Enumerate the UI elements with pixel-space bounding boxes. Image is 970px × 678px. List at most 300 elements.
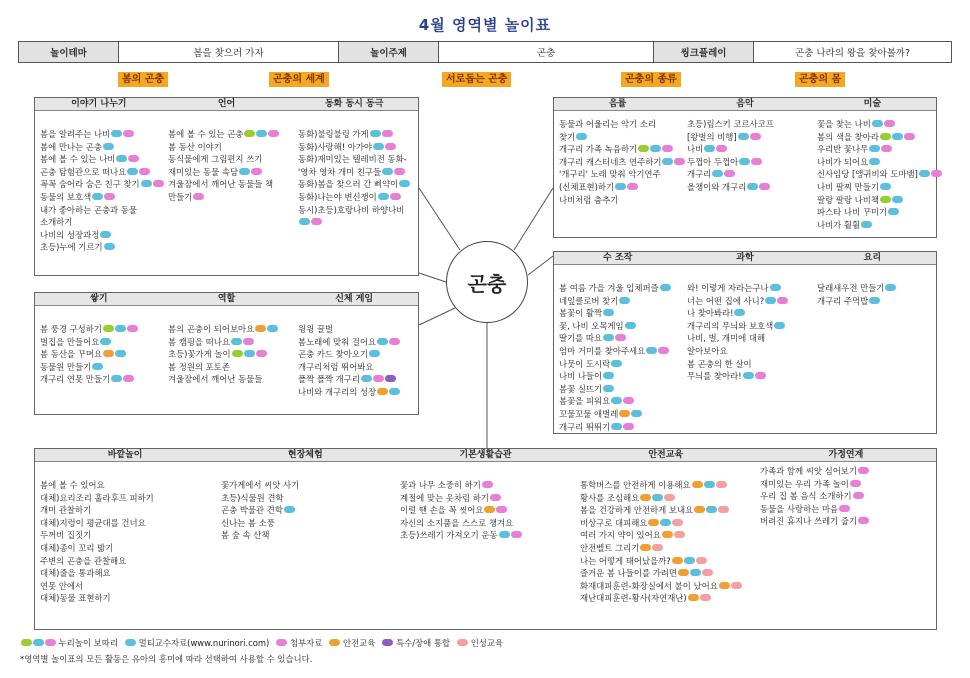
list-item [40, 216, 164, 229]
item-label: 봄에 볼 수 있어요 [40, 480, 105, 490]
tag-b-icon [660, 519, 671, 526]
col-outdoor [40, 479, 154, 605]
list-item [817, 181, 942, 194]
item-label: 초등)쓰레기 가져오기 운동 [400, 530, 498, 541]
item-label: 동식물에게 그림편지 쓰기 [168, 154, 263, 165]
item-label: 동물원 만들기 [40, 361, 92, 372]
tag-p-icon [256, 350, 267, 357]
tag-b-icon [704, 481, 715, 488]
footnote: *영역별 놀이표의 모든 활동은 유아의 흥미에 따라 선택하여 사용할 수 있습니다. [20, 654, 313, 664]
tag-b-icon [603, 309, 614, 316]
col-safety [580, 479, 742, 605]
tag-p-icon [658, 347, 669, 354]
tag-g-icon [103, 325, 114, 332]
item-label: 동물의 보호색 [40, 191, 92, 202]
item-label: 대체)요리조리 훌라후프 피하기 [40, 492, 154, 503]
list-item [687, 332, 788, 345]
tag-s-icon [702, 569, 713, 576]
head-rhythm: 음률 [608, 99, 627, 109]
item-label: 개구리 캐스터네츠 연주하기 [559, 156, 662, 167]
tag-p-icon [276, 639, 287, 646]
item-label: 재미있는 우리 가족 놀이 [760, 478, 849, 489]
tag-p-icon [511, 531, 522, 538]
list-item [298, 336, 400, 349]
play-label: 씽크플레이 [654, 42, 754, 62]
item-label: 윙윙 꿀벌 [298, 324, 334, 334]
list-item [817, 143, 942, 156]
tag-s-icon [664, 494, 675, 501]
list-item [298, 348, 400, 361]
list-item [559, 282, 671, 295]
tag-p-icon [482, 481, 493, 488]
item-label: 봄 숲 속 산책 [221, 530, 270, 541]
item-label: 개미 관찰하기 [40, 505, 92, 516]
tag-p-icon [759, 183, 770, 190]
list-item [298, 178, 410, 191]
list-item [40, 191, 164, 204]
head-science: 과학 [736, 253, 754, 263]
list-item [580, 555, 742, 568]
tag-o-icon [640, 494, 651, 501]
col-language [168, 128, 279, 204]
tag-b-icon [267, 325, 278, 332]
tag-p-icon [777, 297, 788, 304]
tag-b-icon [382, 168, 393, 175]
list-item [40, 529, 154, 542]
tag-b-icon [127, 168, 138, 175]
item-label: 달래새우전 만들기 [817, 283, 885, 293]
tag-b-icon [299, 218, 310, 225]
tag-b-icon [880, 183, 891, 190]
tag-b-icon [603, 385, 614, 392]
panel-math-head [554, 252, 936, 265]
tag-p-icon [127, 325, 138, 332]
list-item [580, 517, 742, 530]
topic-label: 놀이주제 [339, 42, 439, 62]
tag-p-icon [884, 120, 895, 127]
list-item [687, 295, 788, 308]
tag-o-icon [619, 410, 630, 417]
tag-p-icon [496, 506, 507, 513]
item-label: 팔랑 팔랑 나비책 [817, 194, 879, 205]
tag-s-icon [672, 519, 683, 526]
tag-o-icon [719, 582, 730, 589]
item-label: 곤충 탐험관으로 떠나요 [40, 166, 127, 177]
tag-o-icon [692, 481, 703, 488]
legend-label: 누리놀이 보따리 [56, 638, 118, 648]
list-item [400, 529, 522, 542]
tag-s-icon [716, 481, 727, 488]
tag-p-icon [243, 338, 254, 345]
list-item [400, 517, 522, 530]
col-story [40, 128, 164, 254]
item-label: 동화)사랑해! 아가야 [298, 141, 373, 152]
list-item [298, 361, 400, 374]
list-item [760, 503, 869, 516]
head-outdoor: 바깥놀이 [107, 450, 143, 460]
tag-p-icon [390, 193, 401, 200]
tag-b-icon [389, 388, 400, 395]
item-label: 여러 가지 약이 있어요 [580, 530, 661, 541]
item-label: 봄의 곤충이 되어보아요 [168, 324, 255, 334]
head-art: 미술 [863, 99, 882, 109]
tag-v-icon [382, 639, 393, 646]
list-item [40, 141, 164, 154]
center-topic: 곤충 [446, 241, 528, 323]
tag-s-icon [457, 639, 468, 646]
tag-b-icon [704, 145, 715, 152]
panel-music-head [554, 98, 936, 111]
item-label: 재난대피훈련-황사(자연재난) [580, 593, 687, 604]
item-label: 봄의 색을 찾아라 [817, 131, 879, 142]
tag-b-icon [111, 130, 122, 137]
panel-life [34, 448, 937, 630]
item-label: 벌집을 만들어요 [40, 336, 100, 347]
head-home: 가정연계 [828, 450, 864, 460]
list-item [221, 492, 299, 505]
item-label: 개구리 주먹밥 [817, 295, 869, 306]
tag-p-icon [251, 168, 262, 175]
head-field: 현장체험 [287, 450, 323, 460]
tag-b-icon [576, 133, 587, 140]
tag-b-icon [377, 338, 388, 345]
strand-4: 곤충의 종류 [621, 72, 681, 87]
tag-o-icon [662, 531, 673, 538]
legend [20, 637, 509, 649]
item-label: 나비 팔찌 만들기 [817, 181, 879, 192]
item-label: 봄꽃이 활짝 [559, 308, 603, 319]
list-item [40, 229, 164, 242]
item-label: 신사임당 [앵귀비와 도마뱀] [817, 169, 918, 180]
list-item [298, 386, 400, 399]
strand-5: 곤충의 몸 [795, 72, 845, 87]
item-label: 너는 어떤 집에 사니? [687, 295, 765, 306]
item-label: 대체)지렁이 평균대를 건너요 [40, 517, 146, 528]
item-label: 봄에 볼 수 있는 나비 [40, 154, 116, 165]
item-label: 봄꽃 실뜨기 [559, 383, 603, 394]
item-label: 찾기 [559, 131, 576, 142]
list-item [559, 118, 685, 131]
list-item [559, 383, 671, 396]
legend-item [456, 638, 503, 648]
item-label: 나비 [687, 144, 704, 155]
head-numbers: 수 조작 [603, 253, 633, 263]
item-label: 봄 여름 가을 겨울 입체퍼즐 [559, 283, 659, 293]
list-item [40, 592, 154, 605]
tag-b-icon [611, 397, 622, 404]
head-blocks: 쌓기 [90, 294, 108, 304]
col-role [168, 323, 278, 386]
tag-b-icon [378, 193, 389, 200]
item-label: 통학버스를 안전하게 이용해요 [580, 480, 691, 490]
item-label: 재미있는 동물 속담 [168, 166, 239, 177]
head-language: 언어 [217, 99, 236, 109]
list-item [687, 168, 774, 181]
tag-b-icon [892, 196, 903, 203]
item-label: 소개하기 [40, 217, 73, 228]
item-label: 초등)누에 기르기 [40, 242, 103, 253]
list-item [580, 567, 742, 580]
item-label: 두꺼비 집짓기 [40, 530, 92, 541]
tag-b-icon [662, 158, 673, 165]
tag-b-icon [370, 130, 381, 137]
tag-b-icon [625, 322, 636, 329]
item-label: '영차 영차 개미 친구들 [298, 166, 382, 177]
list-item [40, 479, 154, 492]
list-item [559, 421, 671, 434]
tag-s-icon [674, 531, 685, 538]
tag-b-icon [256, 130, 267, 137]
list-item [40, 204, 164, 217]
item-label: 대체)동물 표현하기 [40, 593, 111, 604]
tag-p-icon [850, 480, 861, 487]
head-habits: 기본생활습관 [459, 450, 512, 460]
tag-b-icon [499, 531, 510, 538]
tag-b-icon [631, 410, 642, 417]
item-label: 봄에 만나는 곤충 [40, 141, 102, 152]
list-item [580, 529, 742, 542]
item-label: 꽃가게에서 씨앗 사기 [221, 480, 300, 490]
tag-p-icon [193, 193, 204, 200]
list-item [40, 504, 154, 517]
tag-b-icon [765, 297, 776, 304]
list-item [559, 194, 685, 207]
item-label: 주변의 곤충을 관찰해요 [40, 555, 127, 566]
head-music: 음악 [736, 99, 754, 109]
tag-p-icon [853, 492, 864, 499]
legend-label: 첨부자료 [287, 638, 323, 648]
tag-g-icon [21, 639, 32, 646]
tag-b-icon [869, 297, 880, 304]
item-label: 봄 정원의 포토존 [168, 361, 230, 372]
item-label: 동화)나는야 변신쟁이 [298, 191, 377, 202]
legend-label: 멀티교수자료(www.nurinori.com) [135, 638, 270, 648]
list-item [40, 348, 138, 361]
item-label: 봄을 알려주는 나비 [40, 129, 111, 139]
list-item [687, 118, 774, 131]
list-item [221, 479, 299, 492]
tag-b-icon [399, 180, 410, 187]
tag-p-icon [268, 130, 279, 137]
tag-b-icon [615, 183, 626, 190]
list-item [40, 241, 164, 254]
item-label: 신나는 봄 소풍 [221, 517, 275, 528]
tag-p-icon [904, 133, 915, 140]
list-item [580, 542, 742, 555]
tag-b-icon [603, 334, 614, 341]
list-item [168, 153, 279, 166]
list-item [817, 206, 942, 219]
tag-b-icon [690, 569, 701, 576]
legend-label: 안전교육 [340, 638, 376, 648]
item-label: 봄을 건강하게 안전하게 보내요 [580, 505, 694, 516]
col-science [687, 282, 788, 383]
item-label: 동화)재미있는 텔레비전 동화- [298, 154, 407, 165]
item-label: 봄에 볼 수 있는 곤충 [168, 129, 244, 139]
head-safety: 안전교육 [648, 450, 684, 460]
tag-p-icon [674, 158, 685, 165]
tag-p-icon [623, 397, 634, 404]
item-label: [왕벌의 비행] [687, 131, 737, 142]
item-label: 겨울잠에서 깨어난 동물들 책 [168, 179, 274, 190]
list-item [580, 492, 742, 505]
col-music [687, 118, 774, 194]
item-label: 봄 캠핑을 떠나요 [168, 336, 230, 347]
list-item [40, 361, 138, 374]
list-item [298, 191, 410, 204]
item-label: 즐거운 봄 나들이를 가려면 [580, 568, 677, 579]
list-item [559, 168, 685, 181]
item-label: 꽃과 나무 소중히 하기 [400, 480, 481, 490]
tag-p-icon [373, 375, 384, 382]
tag-b-icon [115, 350, 126, 357]
list-item [559, 131, 685, 144]
list-item [40, 323, 138, 336]
tag-g-icon [232, 350, 243, 357]
legend-label: 특수/장애 통합 [393, 638, 451, 648]
item-label: 나비의 성장과정 [40, 229, 100, 240]
col-blocks [40, 323, 138, 386]
tag-b-icon [369, 350, 380, 357]
item-label: 화재대피훈련-화장실에서 불이 났어요 [580, 580, 718, 591]
tag-o-icon [484, 506, 495, 513]
item-label: 초등)꽃가게 놀이 [168, 349, 231, 360]
tag-b-icon [244, 350, 255, 357]
item-label: 초등)림스키 코르사코프 [687, 119, 774, 129]
list-item [687, 143, 774, 156]
item-label: 올챙이와 개구리 [687, 181, 747, 192]
list-item [559, 370, 671, 383]
head-fairytale: 동화 동시 동극 [324, 99, 384, 109]
tag-p-icon [881, 145, 892, 152]
list-item [298, 141, 410, 154]
panel-build [34, 292, 419, 415]
tag-b-icon [111, 375, 122, 382]
list-item [687, 345, 788, 358]
tag-b-icon [603, 372, 614, 379]
item-label: 우리반 꽃나무 [817, 144, 869, 155]
legend-item [328, 638, 375, 648]
item-label: 자신의 소지품을 스스로 챙겨요 [400, 517, 514, 528]
item-label: 나비가 되어요 [817, 156, 869, 167]
list-item [168, 373, 278, 386]
item-label: 황사를 조심해요 [580, 492, 640, 503]
list-item [559, 345, 671, 358]
tag-b-icon [103, 143, 114, 150]
legend-item [20, 638, 118, 648]
legend-item [275, 638, 322, 648]
list-item [559, 307, 671, 320]
list-item [580, 479, 742, 492]
list-item [40, 555, 154, 568]
list-item [298, 204, 410, 217]
item-label: 와! 이렇게 자라는구나 [687, 283, 769, 293]
list-item [40, 580, 154, 593]
tag-b-icon [619, 297, 630, 304]
item-label: 개구리 연못 만들기 [40, 374, 111, 385]
item-label: 나뭇이 도시락 [559, 358, 611, 369]
head-story: 이야기 나누기 [71, 99, 127, 109]
list-item [298, 323, 400, 336]
tag-b-icon [646, 347, 657, 354]
list-item [687, 307, 788, 320]
item-label: 봄 동산 이야기 [168, 141, 222, 152]
page-title: 4월 영역별 놀이표 [418, 16, 552, 34]
tag-b-icon [872, 120, 883, 127]
item-label: 초등)식물원 견학 [221, 492, 284, 503]
tag-p-icon [311, 218, 322, 225]
tag-b-icon [885, 284, 896, 291]
tag-b-icon [734, 309, 745, 316]
list-item [559, 408, 671, 421]
item-label: 봄꽃을 피워요 [559, 396, 611, 407]
tag-o-icon [688, 594, 699, 601]
col-numbers [559, 282, 671, 433]
item-label: 대체)줄을 통과해요 [40, 568, 111, 579]
list-item [40, 373, 138, 386]
list-item [168, 361, 278, 374]
legend-item [124, 638, 269, 648]
head-cooking: 요리 [863, 253, 882, 263]
list-item [298, 373, 400, 386]
list-item [559, 332, 671, 345]
list-item [168, 348, 278, 361]
item-label: 나비, 벌, 개미에 대해 [687, 333, 766, 344]
item-label: 연못 안에서 [40, 580, 84, 591]
item-label: 두껍아 두껍아 [687, 156, 739, 167]
list-item [298, 128, 410, 141]
tag-o-icon [678, 569, 689, 576]
tag-g-icon [244, 130, 255, 137]
list-item [580, 504, 742, 517]
list-item [221, 504, 299, 517]
item-label: 개구리의 무늬와 보호색 [687, 320, 774, 331]
item-label: 겨울잠에서 깨어난 동물들 [168, 374, 263, 385]
tag-p-icon [123, 130, 134, 137]
list-item [168, 166, 279, 179]
tag-b-icon [684, 557, 695, 564]
item-label: 곤충 카드 찾아오기 [298, 349, 369, 360]
list-item [40, 492, 154, 505]
tag-b-icon [361, 375, 372, 382]
list-item [817, 282, 896, 295]
tag-b-icon [743, 372, 754, 379]
tag-b-icon [747, 183, 758, 190]
tag-b-icon [115, 325, 126, 332]
tag-p-icon [394, 168, 405, 175]
legend-label: 인성교육 [468, 638, 504, 648]
list-item [298, 153, 410, 166]
tag-b-icon [92, 363, 103, 370]
item-label: 엄마 거미를 찾아주세요 [559, 345, 646, 356]
panel-life-head [35, 449, 936, 462]
tag-p-icon [662, 145, 673, 152]
list-item [168, 323, 278, 336]
tag-g-icon [638, 145, 649, 152]
tag-s-icon [652, 544, 663, 551]
list-item [168, 178, 279, 191]
legend-item [381, 638, 450, 648]
list-item [298, 166, 410, 179]
list-item [559, 320, 671, 333]
list-item [687, 358, 788, 371]
item-label: 파스타 나비 꾸미기 [817, 207, 888, 218]
list-item [40, 178, 164, 191]
list-item [760, 515, 869, 528]
item-label: 곤충 박물관 견학 [221, 505, 283, 516]
tag-b-icon [770, 284, 781, 291]
tag-b-icon [861, 221, 872, 228]
